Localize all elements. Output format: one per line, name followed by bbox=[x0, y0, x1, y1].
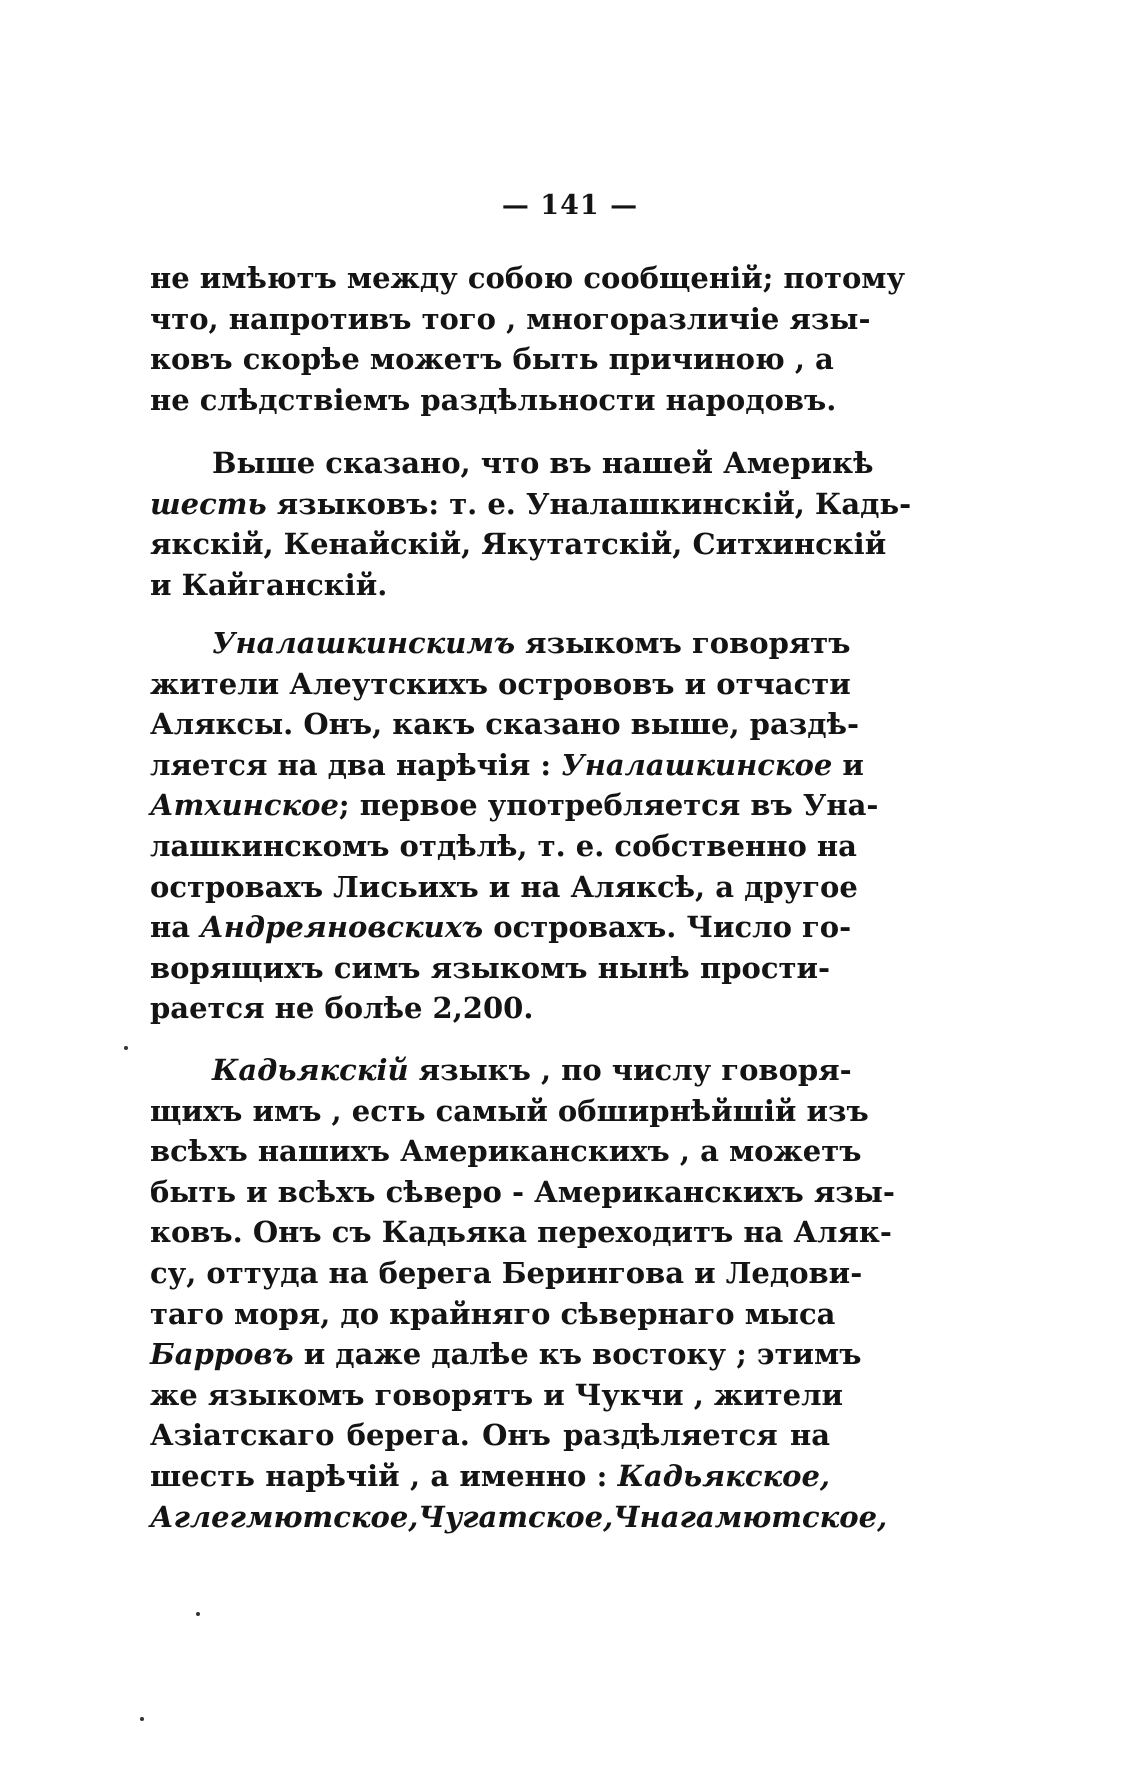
text-line bbox=[150, 1212, 892, 1253]
text-line bbox=[150, 826, 857, 867]
paragraph bbox=[150, 443, 912, 605]
text-line bbox=[150, 988, 830, 1029]
text-line bbox=[150, 484, 912, 525]
text-line bbox=[150, 258, 906, 299]
text-run: языкъ , по числу говоря- bbox=[408, 1053, 852, 1087]
paragraph bbox=[150, 1050, 895, 1537]
text-line bbox=[150, 664, 851, 705]
text-line bbox=[150, 1050, 852, 1091]
text-run: ковъ скорѣе можетъ быть причиною , а bbox=[150, 342, 834, 377]
text-run: ковъ. Онъ съ Кадьяка переходитъ на Аляк- bbox=[150, 1215, 892, 1250]
text-run: Аляксы. Онъ, какъ сказано выше, раздѣ- bbox=[150, 707, 860, 742]
text-run: лашкинскомъ отдѣлѣ, т. е. собственно на bbox=[150, 828, 857, 863]
italic-term: Кадьякское, bbox=[617, 1458, 830, 1493]
text-line bbox=[150, 623, 851, 664]
text-run: островахъ Лисьихъ и на Аляксѣ, а другое bbox=[150, 869, 858, 904]
text-line bbox=[150, 1294, 836, 1335]
text-line bbox=[150, 785, 879, 826]
paragraph bbox=[150, 258, 906, 420]
text-run: су, оттуда на берега Берингова и Ледови- bbox=[150, 1255, 863, 1290]
text-run: на bbox=[150, 910, 201, 945]
page-number: — 141 — bbox=[501, 190, 639, 221]
text-run: языковъ: т. е. Уналашкинскій, Кадь- bbox=[266, 486, 912, 521]
text-run: быть и всѣхъ сѣверо - Американскихъ язы- bbox=[150, 1174, 895, 1209]
scan-speck bbox=[124, 1046, 128, 1050]
text-run: же языкомъ говорятъ и Чукчи , жители bbox=[150, 1377, 844, 1412]
text-run: не имѣютъ между собою сообщеній; потому bbox=[150, 261, 906, 295]
italic-term: Атхинское bbox=[150, 788, 339, 823]
text-line bbox=[150, 1253, 863, 1294]
italic-term: Кадьякскій bbox=[212, 1053, 409, 1087]
text-line bbox=[150, 1334, 862, 1375]
text-line bbox=[150, 1375, 844, 1416]
text-run: рается не болѣе 2,200. bbox=[150, 991, 534, 1026]
text-line bbox=[150, 1497, 888, 1538]
text-run: щихъ имъ , есть самый обширнѣйшій изъ bbox=[150, 1093, 869, 1128]
italic-term: Барровъ bbox=[150, 1337, 294, 1372]
text-line bbox=[150, 1131, 862, 1172]
text-line bbox=[150, 948, 830, 989]
text-line bbox=[150, 380, 837, 421]
text-line bbox=[150, 565, 830, 606]
text-run: всѣхъ нашихъ Американскихъ , а можетъ bbox=[150, 1134, 862, 1169]
text-line bbox=[150, 299, 871, 340]
scan-speck bbox=[140, 1717, 144, 1721]
italic-term: Уналашкинское bbox=[561, 747, 833, 782]
text-run: островахъ. Число го- bbox=[483, 910, 852, 945]
italic-term: шесть bbox=[150, 486, 267, 521]
text-run: языкомъ говорятъ bbox=[515, 626, 851, 660]
text-run: Выше сказано, что въ нашей Америкѣ bbox=[212, 446, 874, 480]
text-line bbox=[150, 907, 852, 948]
text-run: что, напротивъ того , многоразличіе язы- bbox=[150, 301, 871, 336]
text-line bbox=[150, 1091, 869, 1132]
text-run: шесть нарѣчій , а именно : bbox=[150, 1458, 618, 1493]
text-run: ; первое употребляется въ Уна- bbox=[338, 788, 879, 823]
text-line bbox=[150, 867, 858, 908]
text-run: ляется на два нарѣчія : bbox=[150, 747, 562, 782]
italic-term: Уналашкинскимъ bbox=[212, 626, 516, 660]
text-run: и Кайганскій. bbox=[150, 567, 388, 602]
text-line bbox=[150, 443, 874, 484]
scan-speck bbox=[196, 1612, 200, 1616]
text-line bbox=[150, 704, 860, 745]
text-run: и bbox=[832, 747, 864, 782]
text-line bbox=[150, 1415, 830, 1456]
paragraph bbox=[150, 623, 879, 1029]
text-line bbox=[150, 745, 864, 786]
text-line bbox=[150, 1456, 830, 1497]
text-line bbox=[150, 524, 887, 565]
text-line bbox=[150, 339, 834, 380]
italic-term: Андреяновскихъ bbox=[200, 910, 484, 945]
text-run: якскій, Кенайскій, Якутатскій, Ситхинскій bbox=[150, 527, 887, 562]
text-run: ворящихъ симъ языкомъ нынѣ прости- bbox=[150, 950, 830, 985]
text-run: Азіатскаго берега. Онъ раздѣляется на bbox=[150, 1418, 830, 1453]
text-run: таго моря, до крайняго сѣвернаго мыса bbox=[150, 1296, 836, 1331]
italic-term: Аглегмютское,Чугатское,Чнагамютское, bbox=[150, 1499, 888, 1534]
text-run: жители Алеутскихъ острововъ и отчасти bbox=[150, 666, 851, 701]
text-line bbox=[150, 1172, 895, 1213]
text-run: и даже далѣе къ востоку ; этимъ bbox=[293, 1337, 862, 1372]
text-run: не слѣдствіемъ раздѣльности народовъ. bbox=[150, 382, 837, 417]
